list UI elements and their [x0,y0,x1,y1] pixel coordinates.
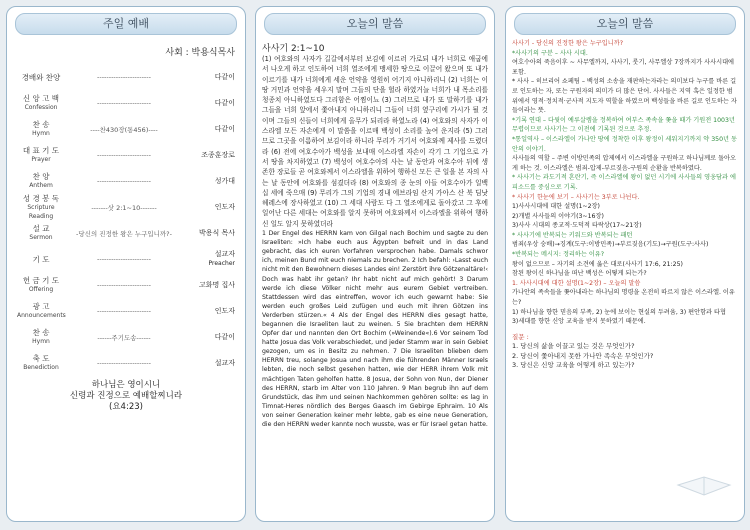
closing-verse-line: (요4:23) [109,402,143,412]
closing-verse [7,380,245,413]
order-label [17,224,65,242]
book-illustration-icon [674,465,734,499]
order-label-text: 헌 금 기 도 [22,276,60,285]
order-list [7,64,245,376]
order-detail: ------주기도송------ [97,333,151,342]
closing-verse-line: 신령과 진정으로 예배할찌니라 [69,391,183,401]
order-detail: ----찬430장(통456)---- [90,125,158,134]
presider: 사회 : 박용식목사 [165,48,235,58]
note-line: 왕이 없으므로 – 자기의 소견에 옳은 대로(사사기 17:6, 21:25) [512,260,683,268]
order-leader [183,250,235,268]
note-line: *기록 연대 – 다윗이 예루살렘을 정복하여 여부스 족속을 쫓을 때가 기원전 1003년 무렵이므로 사사기는 그 이전에 기록된 것으로 추정. [512,116,735,134]
questions [512,333,738,371]
scripture-panel [255,6,495,522]
order-detail: ----------------------- [97,307,151,315]
order-row [7,350,245,376]
order-leader [183,281,235,290]
note-line: 사사들의 역할 – 주변 이방민족의 압제에서 이스라엘을 구원하고 하나님께로 돌아오게 하는 것. 이스라엘은 범죄-압제-부르짖음-구원의 순환을 반복하였다. [512,155,737,172]
order-leader-name: 설교자 [214,358,235,367]
order-label-text: 찬 양 [32,172,50,181]
order-row [7,246,245,272]
note-line: 1) 하나님을 향한 믿음의 부족, 2) 눈에 보이는 현실의 두려움, 3) 편안함과 타협 [512,308,726,316]
order-label-text: 대 표 기 도 [22,146,60,155]
order-leader-name: 다같이 [214,72,235,81]
korean-text: (1) 여호와의 사자가 길갈에서부터 보김에 이르러 가로되 내가 너희로 애굽에서 나오게 하고 인도하여 너희 열조에게 맹세한 땅으로 이끌어 왔으며 또 내가 이르기를 내가 너희에게 세운 언약을 영원히 어기지 아니하리니 (2) 너희는 이 땅 거민과 언약을 세우지 말며 그들의 단을 헐라 하였거늘 너희가 내 목소리를 청종치 아니하였도다 그리함은 어찜이뇨 (3) 그러므로 내가 또 말하기를 내가 그들을 너희 앞에서 쫓아내지 아니하리니 그들이 너희 옆구리에 가시가 될 것이며 그들의 신들이 너희에게 올무가 되리라 하였노라 (4) 여호와의 사자가 이스라엘 모든 자손에게 이 말씀을 이르매 백성이 소리를 높여 운지라 (5) 그러므로 그곳을 이름하여 보김이라 하니라 무리가 거기서 여호와께 제사를 드렸더라 (6) 전에 여호수아가 백성을 보내매 이스라엘 자손이 각기 그 기업으로 가서 땅을 차지하였고 (7) 백성이 여호수아의 사는 날 동안과 여호수아 뒤에 생존한 장로들 곧 여호와께서 이스라엘을 위하여 행하신 모든 큰 일을 본 자의 사는 날 동안에 여호와를 섬겼더라 (8) 여호와의 종 눈의 아들 여호수아가 일백십 세에 죽으매 (9) 무리가 그의 기업의 경내 에브라임 산지 가아스 산 북 딤낫 헤레스에 장사하였고 (10) 그 세대 사람도 다 그 열조에게로 돌아갔고 그 후에 일어난 다른 세대는 여호와를 알지 못하며 여호와께서 이스라엘을 위하여 행하신 일도 알지 못하였더라 [262,55,488,228]
order-leader [183,203,235,212]
panel-title: 오늘의 말씀 [264,13,486,35]
note-line: 참된 왕이신 하나님을 떠난 백성은 어떻게 되는가? [512,270,647,278]
order-leader [183,73,235,82]
question-item: 1. 당신의 삶을 이끌고 있는 것은 무엇인가? [512,342,635,351]
order-leader [183,99,235,108]
sermon-notes [512,39,738,327]
note-line: * 사사 – 히브리어 쇼페팀 – 백성의 소송을 재판하는자라는 의미보다 누구를 바른 길로 인도하는 자, 또는 구원자의 의미가 더 많은 단어. 사사들은 지역 혹은 일정한 범위에서 영적·정치적·군사적 지도자 역할을 하였으며 백성들을 바른 길로 인도하는 자들이라는 뜻. [512,78,737,115]
order-label-english: Confession [24,104,58,111]
note-line: 3)세대를 향한 신앙 교육을 받지 못하였기 때문에. [512,318,646,326]
order-detail: ----------------------- [97,177,151,185]
order-detail: ----------------------- [97,359,151,367]
order-detail: -당신의 진정한 왕은 누구입니까?- [76,229,172,238]
order-label-text: 신 앙 고 백 [22,94,60,103]
note-line: * 사사기는 과도기적 혼란기, 즉 이스라엘에 왕이 없던 시기에 사사들의 영웅담과 에피소드를 중심으로 기록. [512,174,736,191]
order-row [7,324,245,350]
order-row [7,64,245,90]
order-leader [183,177,235,186]
order-leader [183,125,235,134]
note-line: 1. 사사시대에 대한 설명(1~2장) – 오늘의 말씀 [512,279,641,287]
note-line: 2)개별 사사들의 이야기(3~16장) [512,212,604,220]
order-leader [183,333,235,342]
order-leader-name: 다같이 [214,98,235,107]
order-leader-name: 설교자 [214,250,235,258]
note-line: 3)사사 시대의 종교적·도덕적 타락상(17~21장) [512,222,642,230]
order-label-text: 찬 송 [32,328,50,337]
order-row [7,90,245,116]
note-line: 가나안의 족속들을 쫓아내라는 하나님의 명령을 온전히 따르지 않은 이스라엘. 이유는? [512,289,735,307]
question-item: 2. 당신이 쫓아내지 못한 가나안 족속은 무엇인가? [512,351,654,360]
order-label-english: Sermon [29,234,53,241]
order-row [7,194,245,220]
order-row [7,220,245,246]
order-label-english: Prayer [31,156,51,163]
order-row [7,298,245,324]
order-label [17,73,65,82]
order-label [17,172,65,190]
order-detail: ----------------------- [97,281,151,289]
order-leader [183,229,235,238]
note-line: * 사사기에 반복되는 키워드와 반복되는 패턴 [512,231,633,239]
order-label [17,354,65,372]
scripture-reference: 사사기 2:1~10 [262,44,325,54]
order-label-english: Announcements [17,312,66,319]
note-line: 여호수아의 죽음이후 ~ 사무엘까지, 사사기, 룻기, 사무엘상 7장까지가 사사시대에 포함. [512,59,735,76]
note-line: *통일역사 – 이스라엘이 가나안 땅에 정착한 이후 왕정이 세워지기까지 약 350년 동안의 이야기. [512,135,737,153]
closing-verse-line: 하나님은 영이시니 [91,380,161,390]
order-label-text: 기 도 [32,254,50,264]
order-row [7,116,245,142]
order-label-text: 경배와 찬양 [21,72,61,82]
order-leader-name: 조종훈장로 [201,150,235,159]
order-leader-name: 성가대 [214,176,235,185]
order-label-text: 광 고 [32,302,50,311]
order-label-english: Benediction [23,364,59,371]
note-line: * 사사기 한눈에 보기 – 사사기는 3부로 나뉜다. [512,193,640,201]
order-label [17,328,65,346]
order-label-english: Offering [28,286,54,293]
order-label [17,276,65,294]
german-text: 1 Der Engel des HERRN kam von Gilgal nach Bochim und sagte zu den Israeliten: »Ich habe euch aus Ägypten befreit und in das Land gebracht, das ich euren Vorfahren versprochen habe. Damals schwor ich, meinen Bund mit euch niemals zu brechen. 2 Ich befahl: ›Lasst euch nicht mit den Bewohnern dieses Landes ein! Zerstört ihre Götzenaltäre!‹ Doch was habt ihr getan? Ihr habt nicht auf mich gehört! 3 Darum werde ich diese Völker nicht mehr aus eurem Gebiet vertreiben. Stattdessen wird das eintreffen, wovor ich euch gewarnt habe: Sie werden euch großes Leid zufügen und euch mit ihren Götzen ins Verderben stürzen.« 4 Als der Engel des HERRN dies gesagt hatte, begannen die Israeliten laut zu weinen. 5 Sie brachten dem HERRN Opfer dar und nannten den Ort Bochim (»Weinende«).6 Vor seinem Tod hatte Josua das Volk verabschiedet, und jeder Stamm war in sein Gebiet gezogen, um es in Besitz zu nehmen. 7 Die Israeliten blieben dem HERRN treu, solange Josua und nach ihm die führenden Männer Israels lebten, die noch selbst gesehen hatten, wie der HERR ihrem Volk mit mächtigen Taten geholfen hatte. 8 Josua, der Sohn von Nun, der Diener des HERRN, starb im Alter von 110 Jahren. 9 Man begrub ihn auf dem Grundstück, das ihm und seinen Nachkommen gehören sollte: es lag in Timnat-Heres nördlich des Berges Gaasch im Gebirge Ephraim. 10 Als von seiner Generation keiner mehr lebte, gab es eine neue Generation, die den HERRN weder kannte noch wusste, was er für Israel getan hatte. [262,230,488,429]
order-label-english: Anthem [29,182,53,189]
note-line: 사사기 - 당신의 진정한 왕은 누구입니까? [512,40,623,47]
order-label [17,302,65,320]
order-detail: ----------------------- [97,151,151,159]
order-row [7,142,245,168]
panel-title: 오늘의 말씀 [514,13,736,35]
questions-title: 질문 : [512,332,529,341]
order-leader [183,359,235,368]
order-label [17,94,65,112]
order-leader-english: Preacher [208,260,235,267]
note-line: *사사기의 구분 – 사사 시대. [512,49,588,57]
order-leader-name: 박용식 목사 [198,228,235,237]
note-line: *반복되는 메시지: 정리하는 이유? [512,251,605,259]
order-label-english: Hymn [32,130,50,137]
order-label-text: 찬 송 [32,120,50,129]
order-row [7,272,245,298]
order-leader-name: 다같이 [214,332,235,341]
order-detail: ----------------------- [97,255,151,263]
order-label-english: Hymn [32,338,50,345]
note-line: 1)사사시대에 대한 설명(1~2장) [512,203,600,211]
order-label-text: 성 경 봉 독 [22,193,60,203]
order-label-text: 축 도 [32,354,50,363]
question-item: 3. 당신은 신앙 교육을 어떻게 하고 있는가? [512,361,635,370]
order-label-english: Scripture Reading [27,203,55,220]
order-detail: ----------------------- [97,73,151,81]
order-leader-name: 고화명 집사 [198,280,235,289]
order-leader [183,307,235,316]
order-label-text: 설 교 [32,224,50,233]
order-leader-name: 다같이 [214,124,235,133]
note-line: 범죄(우상 숭배)→징계(도구:이방민족)→부르짖음(기도)→구원(도구:사사) [512,241,709,249]
worship-order-panel [6,6,246,522]
order-label [17,146,65,164]
order-leader-name: 인도자 [214,202,235,211]
sermon-notes-panel [505,6,745,522]
order-label [17,255,65,264]
order-label [17,194,65,221]
order-detail: -------삿 2:1~10------- [91,203,157,212]
panel-title: 주일 예배 [15,13,237,35]
order-label [17,120,65,138]
order-leader [183,151,235,160]
order-detail: ----------------------- [97,99,151,107]
order-leader-name: 인도자 [214,306,235,315]
order-row [7,168,245,194]
